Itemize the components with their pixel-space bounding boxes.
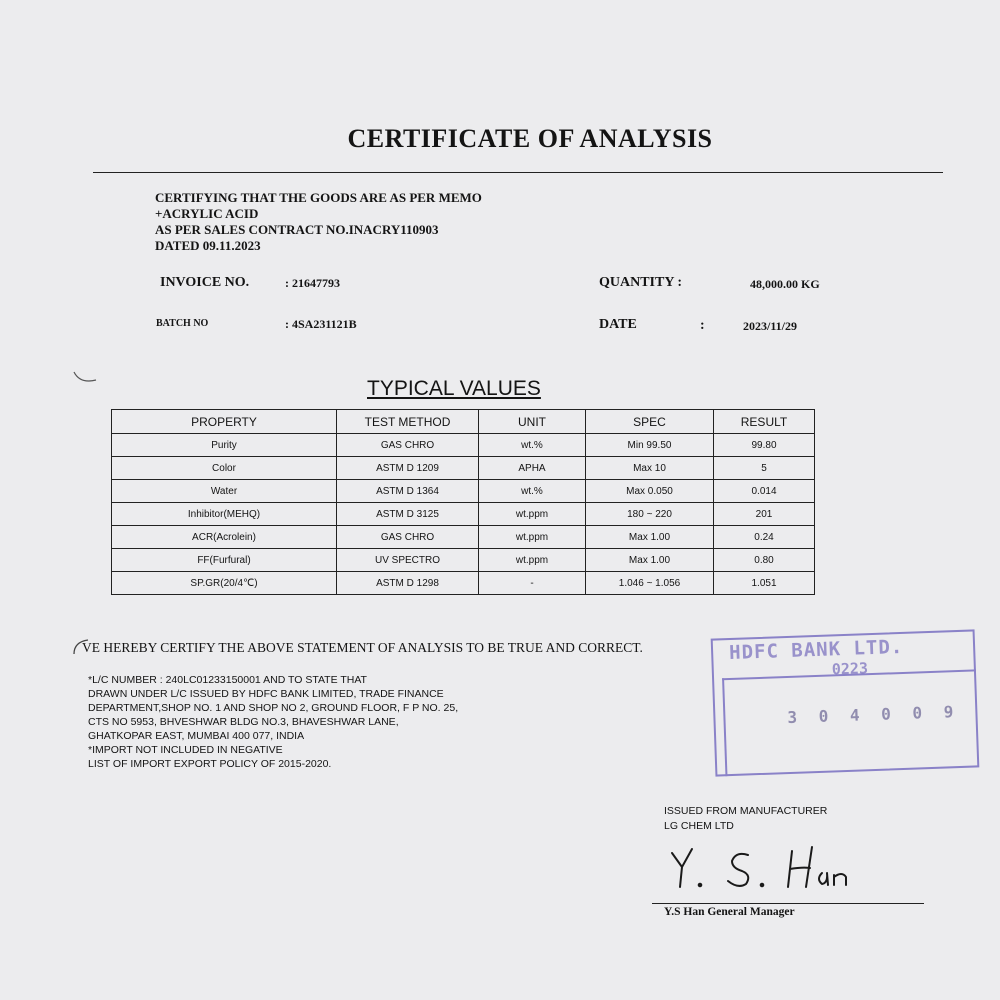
cell-result: 201: [714, 503, 815, 526]
batch-label: BATCH NO: [156, 318, 209, 329]
header-spec: SPEC: [586, 410, 714, 434]
cell-unit: wt.%: [479, 480, 586, 503]
lc-line: *L/C NUMBER : 240LC01233150001 AND TO STATE THAT: [88, 674, 367, 686]
cell-test-method: UV SPECTRO: [337, 549, 479, 572]
cell-test-method: ASTM D 1298: [337, 572, 479, 595]
cell-result: 1.051: [714, 572, 815, 595]
cell-result: 99.80: [714, 434, 815, 457]
lc-line: CTS NO 5953, BHVESHWAR BLDG NO.3, BHAVESHWAR LANE,: [88, 716, 399, 728]
cell-unit: wt.ppm: [479, 549, 586, 572]
table-row: [112, 480, 815, 503]
cell-property: Color: [112, 457, 337, 480]
table-row: [112, 457, 815, 480]
stamp-bank-name: HDFC BANK LTD.: [728, 635, 904, 665]
cell-spec: Max 0.050: [586, 480, 714, 503]
signature-line: [652, 903, 924, 904]
date-label: DATE: [599, 317, 637, 332]
bank-stamp: [711, 629, 980, 776]
cell-unit: -: [479, 572, 586, 595]
cell-result: 5: [714, 457, 815, 480]
cell-property: FF(Furfural): [112, 549, 337, 572]
cell-result: 0.014: [714, 480, 815, 503]
document-title: CERTIFICATE OF ANALYSIS: [347, 124, 713, 153]
cell-test-method: GAS CHRO: [337, 526, 479, 549]
lc-details: [88, 673, 458, 771]
cell-property: ACR(Acrolein): [112, 526, 337, 549]
cell-test-method: ASTM D 1364: [337, 480, 479, 503]
title-divider: [93, 172, 943, 173]
lc-line: DEPARTMENT,SHOP NO. 1 AND SHOP NO 2, GROUND FLOOR, F P NO. 25,: [88, 702, 459, 714]
cell-spec: 1.046 ~ 1.056: [586, 572, 714, 595]
batch-value: : 4SA231121B: [285, 317, 357, 331]
header-test-method: TEST METHOD: [337, 410, 479, 434]
issued-from: [664, 804, 827, 834]
signatory-name: Y.S Han General Manager: [664, 906, 795, 918]
issued-line: ISSUED FROM MANUFACTURER: [664, 805, 828, 817]
cell-spec: 180 ~ 220: [586, 503, 714, 526]
table-row: [112, 434, 815, 457]
date-colon: :: [700, 318, 705, 333]
handwritten-signature: [662, 835, 872, 895]
cell-spec: Max 1.00: [586, 526, 714, 549]
table-row: [112, 549, 815, 572]
cell-property: SP.GR(20/4℃): [112, 572, 337, 595]
cell-result: 0.24: [714, 526, 815, 549]
cell-property: Inhibitor(MEHQ): [112, 503, 337, 526]
typical-values-title: TYPICAL VALUES: [367, 377, 541, 400]
quantity-value: 48,000.00 KG: [750, 277, 820, 291]
issued-line: LG CHEM LTD: [664, 820, 734, 832]
table-row: [112, 503, 815, 526]
cell-test-method: GAS CHRO: [337, 434, 479, 457]
table-header-row: [112, 410, 815, 434]
header-result: RESULT: [714, 410, 815, 434]
table-row: [112, 572, 815, 595]
lc-line: GHATKOPAR EAST, MUMBAI 400 077, INDIA: [88, 730, 305, 742]
scan-mark: [70, 366, 100, 386]
cell-property: Purity: [112, 434, 337, 457]
quantity-label: QUANTITY :: [599, 275, 683, 290]
cell-unit: wt.%: [479, 434, 586, 457]
intro-line: +ACRYLIC ACID: [155, 206, 259, 221]
lc-line: LIST OF IMPORT EXPORT POLICY OF 2015-2020.: [88, 758, 332, 770]
invoice-label: INVOICE NO.: [160, 275, 250, 290]
cell-test-method: ASTM D 3125: [337, 503, 479, 526]
cell-unit: wt.ppm: [479, 526, 586, 549]
date-value: 2023/11/29: [743, 319, 798, 333]
cell-result: 0.80: [714, 549, 815, 572]
cell-unit: wt.ppm: [479, 503, 586, 526]
lc-line: *IMPORT NOT INCLUDED IN NEGATIVE: [88, 744, 283, 756]
intro-line: DATED 09.11.2023: [155, 238, 261, 253]
lc-line: DRAWN UNDER L/C ISSUED BY HDFC BANK LIMITED, TRADE FINANCE: [88, 688, 444, 700]
certification-statement: VE HEREBY CERTIFY THE ABOVE STATEMENT OF ANALYSIS TO BE TRUE AND CORRECT.: [82, 640, 643, 655]
header-property: PROPERTY: [112, 410, 337, 434]
cell-unit: APHA: [479, 457, 586, 480]
table-row: [112, 526, 815, 549]
cell-property: Water: [112, 480, 337, 503]
typical-values-table: [111, 409, 815, 595]
intro-block: [155, 190, 482, 254]
intro-line: CERTIFYING THAT THE GOODS ARE AS PER MEMO: [155, 190, 482, 205]
cell-spec: Min 99.50: [586, 434, 714, 457]
header-unit: UNIT: [479, 410, 586, 434]
intro-line: AS PER SALES CONTRACT NO.INACRY110903: [155, 222, 439, 237]
stamp-code: 0223: [831, 659, 869, 679]
cell-spec: Max 10: [586, 457, 714, 480]
invoice-value: : 21647793: [285, 276, 340, 290]
stamp-number: 3 0 4 0 0 9: [787, 702, 960, 728]
cell-spec: Max 1.00: [586, 549, 714, 572]
cell-test-method: ASTM D 1209: [337, 457, 479, 480]
